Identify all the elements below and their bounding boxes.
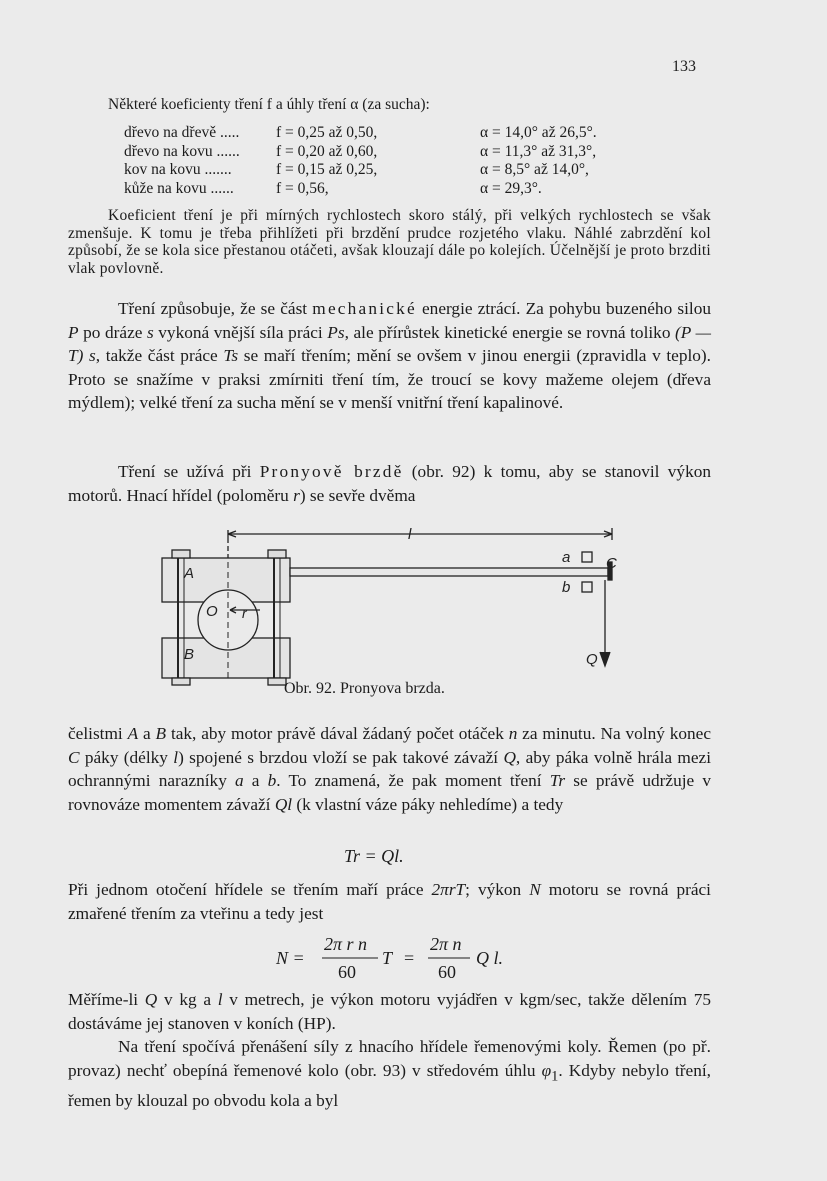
svg-text:2π n: 2π n: [430, 934, 462, 954]
table-row: kůže na kovu ...... f = 0,56, α = 29,3°.: [124, 179, 542, 197]
label-l: l: [408, 526, 412, 543]
equation-moment: Tr = Ql.: [344, 846, 404, 866]
paragraph-energy-loss: Tření způsobuje, že se část mechanické energie ztrácí. Za pohybu buzeného silou P po dráze s vykoná vnější síla práci Ps, ale přírůstek kinetické energie se rovná toliko (P — T) s, takže část práce Ts se maří třením; mění se ovšem v jinou energii (zpravidla v teplo). Proto se snažíme v praksi zmírniti tření tím, že troucí se kovy mažeme olejem (dřeva mýdlem); velké tření za sucha mění se v menší vnitřní tření kapalinové.: [68, 299, 711, 413]
table-row: kov na kovu ....... f = 0,15 až 0,25, α = 8,5° až 14,0°,: [124, 161, 589, 179]
small-print-paragraph: Koeficient tření je při mírných rychlostech skoro stálý, při velkých rychlostech se však zmenšuje. K tomu je třeba přihlížeti při brzdění prudce rozjetého vlaku. Náhlé zabrzdění kol způsobí, že se kola sice přestanou otáčeti, avšak klouzají dále po kolejích. Účelnější je proto brzditi vlak povlovně.: [68, 207, 711, 277]
svg-text:N =: N =: [276, 948, 305, 968]
stop-a: [582, 552, 592, 562]
stop-b: [582, 582, 592, 592]
paragraph-jaws: čelistmi A a B tak, aby motor právě dával žádaný počet otáček n za minutu. Na volný konec C páky (délky l) spojené s brzdou vloží se pak takové závaží Q, aby páka volně hrála mezi ochrannými narazníky a a b. To znamená, že pak moment tření Tr se právě udržuje v rovnováze momentem závaží Ql (k vlastní váze páky nehledíme) a tedy: [68, 724, 712, 814]
paragraph-prony-brake: Tření se užívá při Pronyově brzdě (obr. 92) k tomu, aby se stanovil výkon motorů. Hnací hřídel (poloměru r) se sevře dvěma: [68, 462, 711, 505]
label-r: r: [242, 605, 247, 621]
page-number: 133: [672, 58, 696, 75]
table-row: dřevo na dřevě ..... f = 0,25 až 0,50, α = 14,0° až 26,5°.: [124, 124, 597, 141]
label-b-stop: b: [562, 579, 571, 596]
label-b-jaw: B: [184, 646, 195, 663]
table-row: dřevo na kovu ...... f = 0,20 až 0,60, α = 11,3° až 31,3°,: [124, 142, 597, 160]
label-c: C: [606, 555, 617, 572]
paragraph-belt: Na tření spočívá přenášení síly z hnacího hřídele řemenovými koly. Řemen (po př. provaz) nechť obepíná řemenové kolo (obr. 93) v středovém úhlu $\varphi_1$. Kdyby nebylo tření, řemen by klouzal po obvodu kola a byl: [68, 1037, 711, 1110]
svg-text:2π r n: 2π r n: [324, 934, 368, 954]
paragraph-power: Při jednom otočení hřídele se třením maří práce 2πrT; výkon N motoru se rovná práci zmařené třením za vteřinu a tedy jest: [68, 880, 711, 923]
svg-text:T: T: [382, 948, 393, 968]
friction-intro: Některé koeficienty tření f a úhly tření α (za sucha):: [108, 96, 430, 113]
svg-text:60: 60: [338, 962, 356, 982]
label-q: Q: [586, 651, 598, 668]
lever: [290, 568, 608, 576]
shaft-circle: [198, 590, 258, 650]
friction-coefficient-table: [124, 124, 597, 198]
svg-text:60: 60: [438, 962, 456, 982]
figure-caption: Obr. 92. Pronyova brzda.: [284, 680, 445, 697]
label-a-stop: a: [562, 549, 571, 566]
prony-brake-figure: [150, 518, 630, 688]
svg-text:Q l.: Q l.: [476, 948, 503, 968]
equation-power: [270, 930, 570, 986]
paragraph-units: Měříme-li Q v kg a l v metrech, je výkon motoru vyjádřen v kgm/sec, takže dělením 75 dostáváme jej stanoven v koních (HP).: [68, 990, 711, 1033]
label-o: O: [206, 603, 218, 620]
svg-text:=: =: [404, 948, 415, 968]
label-a-jaw: A: [184, 565, 195, 582]
